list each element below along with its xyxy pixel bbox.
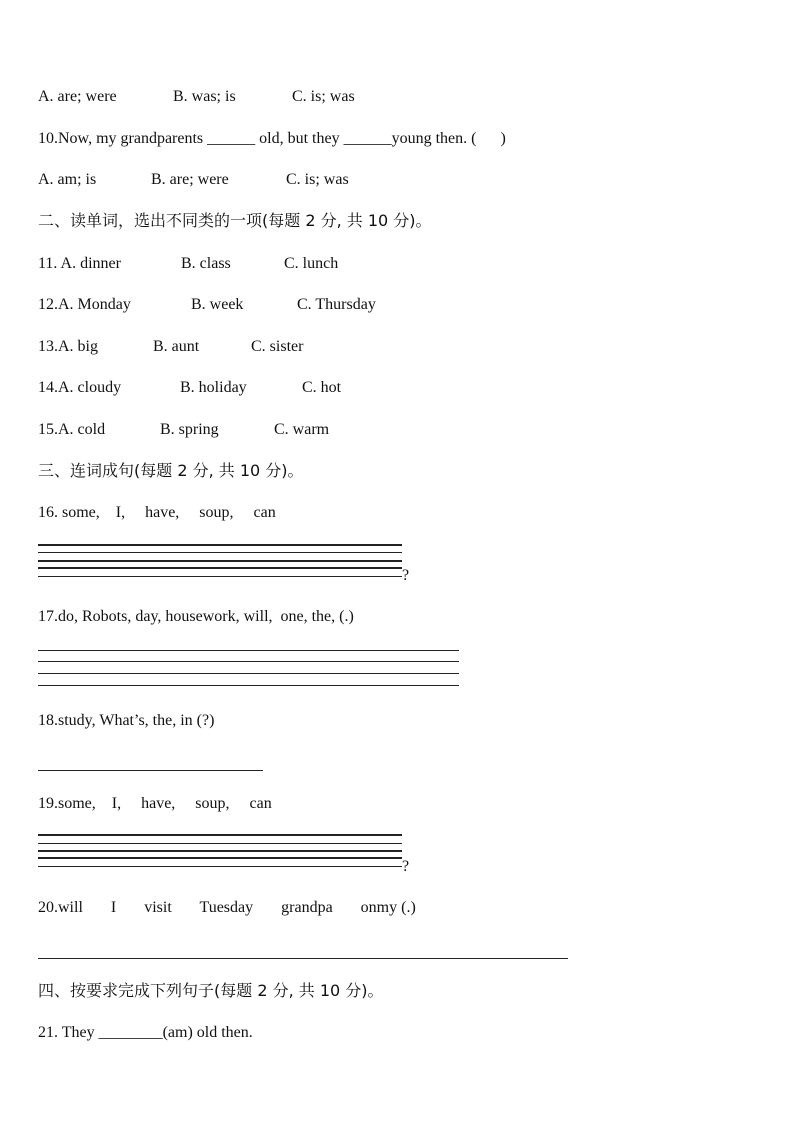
answer-line [38,552,402,553]
q14-option-c: C. hot [302,379,342,396]
answer-line [38,834,402,836]
q19-stem: 19.some, I, have, soup, can [38,795,272,812]
q20-stem: 20.will I visit Tuesday grandpa onmy (.) [38,899,416,916]
q11-option-c: C. lunch [284,255,339,272]
q13-option-c: C. sister [251,338,304,355]
answer-line [38,650,459,651]
q12-option-b: B. week [191,296,244,313]
section-3-title: 三、连词成句(每题 2 分, 共 10 分)。 [38,461,304,480]
answer-line [38,567,402,569]
answer-line [38,843,402,844]
answer-line [38,866,402,867]
answer-line [38,673,459,674]
answer-line [38,685,459,686]
q19-question-mark: ? [402,858,410,875]
q9-option-b: B. was; is [173,88,236,105]
q12-option-a: 12.A. Monday [38,296,131,313]
q9-option-a: A. are; were [38,88,117,105]
q17-stem: 17.do, Robots, day, housework, will, one, the, (.) [38,608,354,625]
section-2-title: 二、读单词，选出不同类的一项(每题 2 分, 共 10 分)。 [38,211,432,230]
q16-stem: 16. some, I, have, soup, can [38,504,276,521]
q10-option-b: B. are; were [151,171,229,188]
answer-line [38,770,263,771]
q10-option-c: C. is; was [286,171,349,188]
q15-option-c: C. warm [274,421,330,438]
q15-option-b: B. spring [160,421,219,438]
answer-line [38,857,402,859]
answer-line [38,560,402,562]
q11-option-b: B. class [181,255,231,272]
q18-stem: 18.study, What’s, the, in (?) [38,712,215,729]
q21-stem: 21. They ________(am) old then. [38,1024,253,1041]
answer-line [38,576,402,577]
answer-line [38,850,402,852]
answer-line [38,544,402,546]
section-4-title: 四、按要求完成下列句子(每题 2 分, 共 10 分)。 [38,981,384,1000]
q13-option-b: B. aunt [153,338,200,355]
q10-stem: 10.Now, my grandparents ______ old, but they ______young then. ( ) [38,130,506,147]
q16-question-mark: ? [402,567,410,584]
q15-option-a: 15.A. cold [38,421,106,438]
q14-option-a: 14.A. cloudy [38,379,122,396]
q10-option-a: A. am; is [38,171,97,188]
q11-option-a: 11. A. dinner [38,255,121,272]
q13-option-a: 13.A. big [38,338,98,355]
q14-option-b: B. holiday [180,379,247,396]
answer-line [38,958,568,959]
answer-line [38,661,459,662]
q12-option-c: C. Thursday [297,296,376,313]
q9-option-c: C. is; was [292,88,355,105]
